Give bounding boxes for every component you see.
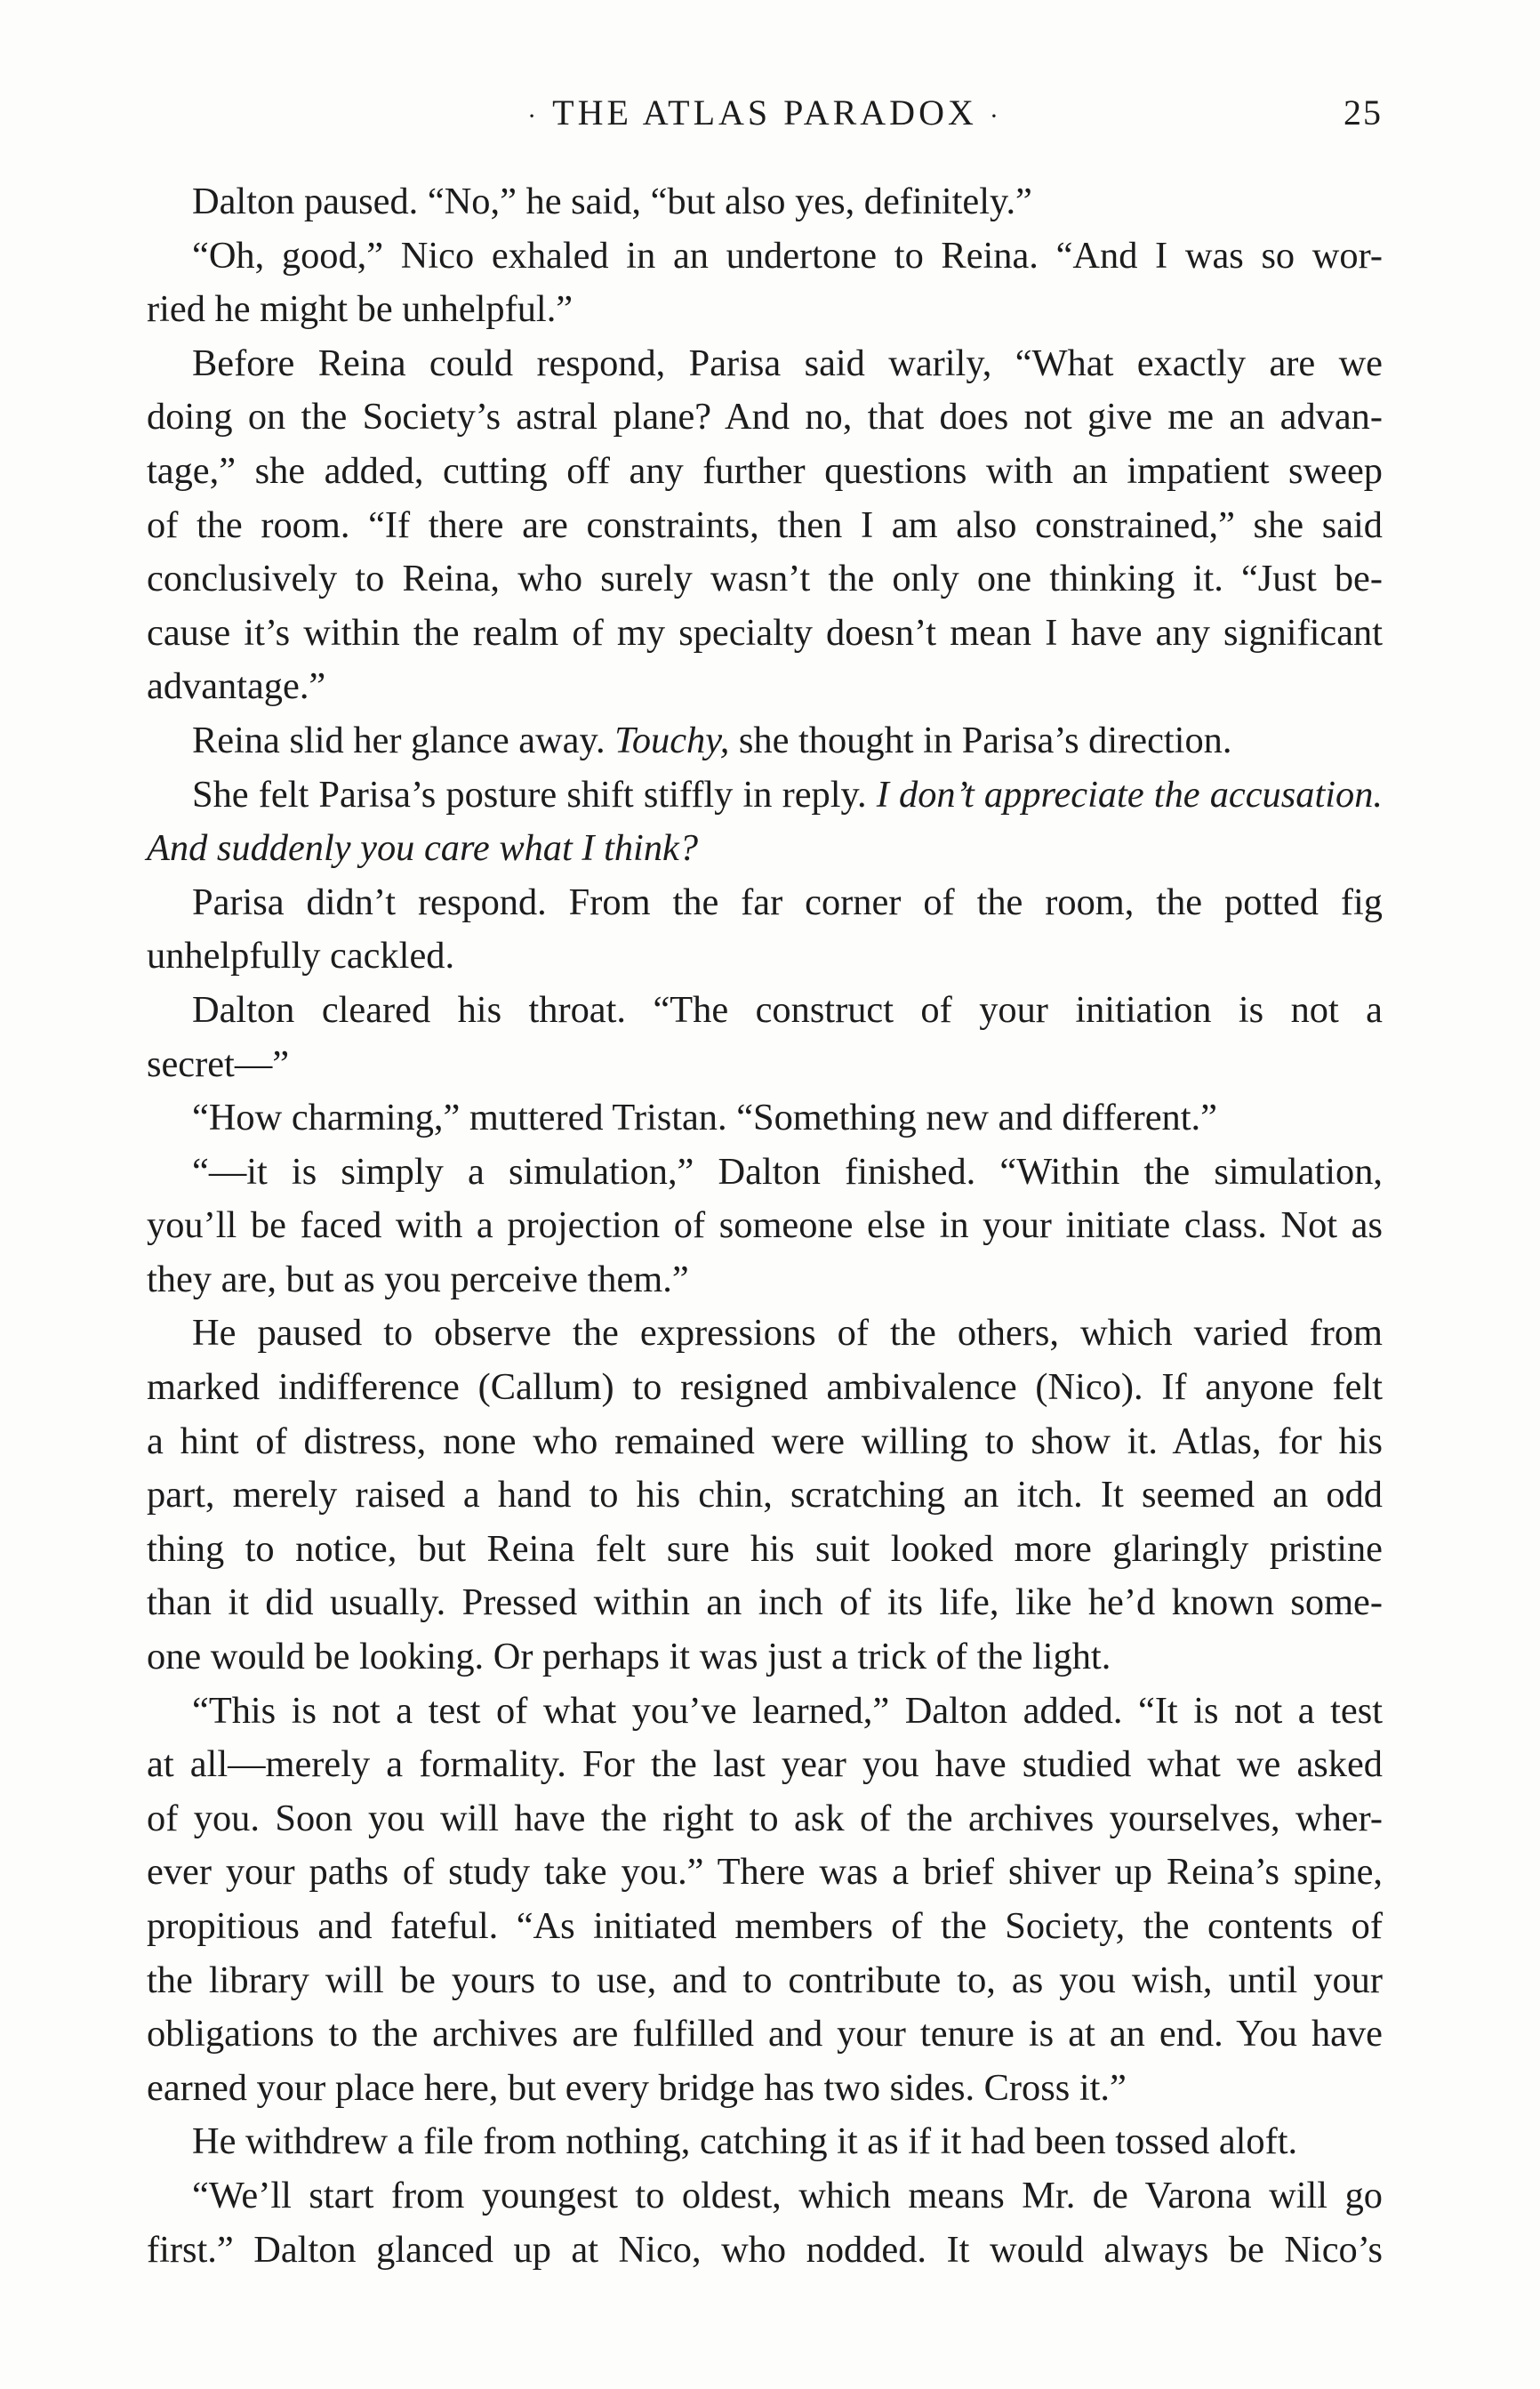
text-line bbox=[147, 822, 1383, 876]
text-line: doing on the Society’s astral plane? And no, that does not give me an advan- bbox=[147, 396, 1383, 438]
text-line: ried he might be unhelpful.” bbox=[147, 288, 573, 331]
italic-text: And suddenly you care what I think? bbox=[147, 827, 699, 870]
text-line: “How charming,” muttered Tristan. “Something new and different.” bbox=[192, 1097, 1217, 1139]
text-line: ever your paths of study take you.” There was a brief shiver up Reina’s spine, bbox=[147, 1851, 1383, 1894]
text-line: of you. Soon you will have the right to ask of the archives yourselves, wher- bbox=[147, 1797, 1383, 1839]
text-line: at all—merely a formality. For the last year you have studied what we asked bbox=[147, 1743, 1383, 1786]
book-title: THE ATLAS PARADOX bbox=[552, 93, 977, 133]
text-line: advantage.” bbox=[147, 665, 326, 708]
text-line: one would be looking. Or perhaps it was just a trick of the light. bbox=[147, 1636, 1111, 1678]
text-line: “—it is simply a simulation,” Dalton finished. “Within the simulation, bbox=[192, 1150, 1383, 1193]
paragraph bbox=[147, 229, 1383, 337]
text-line: a hint of distress, none who remained were willing to show it. Atlas, for his bbox=[147, 1420, 1383, 1462]
text-line: “Oh, good,” Nico exhaled in an undertone to Reina. “And I was so wor- bbox=[192, 234, 1383, 277]
page-number: 25 bbox=[1343, 93, 1383, 133]
text-line: He paused to observe the expressions of the others, which varied from bbox=[192, 1312, 1383, 1355]
text-line: secret—” bbox=[147, 1042, 290, 1085]
header-separator-right: · bbox=[989, 101, 1002, 131]
text-line: Dalton paused. “No,” he said, “but also yes, definitely.” bbox=[192, 181, 1032, 222]
text-line bbox=[147, 768, 1383, 823]
text-line: cause it’s within the realm of my specialty doesn’t mean I have any significant bbox=[147, 611, 1383, 654]
text-line: you’ll be faced with a projection of someone else in your initiate class. Not as bbox=[147, 1204, 1383, 1247]
paragraph bbox=[147, 175, 1383, 229]
paragraph bbox=[147, 1146, 1383, 1307]
body-text bbox=[147, 175, 1383, 2277]
text-line: Dalton cleared his throat. “The construct of your initiation is not a bbox=[192, 988, 1383, 1031]
text-line: earned your place here, but every bridge has two sides. Cross it.” bbox=[147, 2066, 1127, 2109]
paragraph bbox=[147, 337, 1383, 714]
text-line: He withdrew a file from nothing, catching it as if it had been tossed aloft. bbox=[192, 2120, 1298, 2163]
text-run: she thought in Parisa’s direction. bbox=[729, 719, 1232, 761]
text-line: of the room. “If there are constraints, then I am also constrained,” she said bbox=[147, 503, 1383, 546]
text-line: obligations to the archives are fulfilled and your tenure is at an end. You have bbox=[147, 2013, 1383, 2055]
text-line: “This is not a test of what you’ve learned,” Dalton added. “It is not a test bbox=[192, 1689, 1383, 1732]
paragraph bbox=[147, 2169, 1383, 2277]
book-title-header bbox=[147, 91, 1383, 139]
text-line: unhelpfully cackled. bbox=[147, 935, 455, 977]
italic-text: Touchy, bbox=[614, 719, 730, 761]
text-line bbox=[147, 714, 1383, 768]
text-line: marked indifference (Callum) to resigned ambivalence (Nico). If anyone felt bbox=[147, 1366, 1383, 1409]
header-separator-left: · bbox=[527, 101, 541, 131]
text-line: Parisa didn’t respond. From the far corner of the room, the potted fig bbox=[192, 881, 1383, 923]
text-run: Reina slid her glance away. bbox=[192, 719, 615, 761]
paragraph bbox=[147, 768, 1383, 876]
text-line: propitious and fateful. “As initiated members of the Society, the contents of bbox=[147, 1905, 1383, 1947]
paragraph bbox=[147, 714, 1383, 768]
text-line: “We’ll start from youngest to oldest, which means Mr. de Varona will go bbox=[192, 2174, 1383, 2216]
paragraph bbox=[147, 984, 1383, 1091]
paragraph bbox=[147, 1091, 1383, 1146]
text-line: the library will be yours to use, and to contribute to, as you wish, until your bbox=[147, 1959, 1383, 2001]
text-line: tage,” she added, cutting off any further questions with an impatient sweep bbox=[147, 449, 1383, 492]
text-line: they are, but as you perceive them.” bbox=[147, 1258, 689, 1300]
text-line: Before Reina could respond, Parisa said warily, “What exactly are we bbox=[192, 342, 1383, 384]
italic-text: I don’t appreciate the accusation. bbox=[876, 773, 1383, 816]
text-line: part, merely raised a hand to his chin, scratching an itch. It seemed an odd bbox=[147, 1474, 1383, 1516]
paragraph bbox=[147, 876, 1383, 984]
paragraph bbox=[147, 2115, 1383, 2169]
text-run: She felt Parisa’s posture shift stiffly in reply. bbox=[192, 773, 877, 816]
running-header bbox=[147, 91, 1383, 135]
text-line: than it did usually. Pressed within an inch of its life, like he’d known some- bbox=[147, 1581, 1383, 1624]
paragraph bbox=[147, 1685, 1383, 2116]
text-line: conclusively to Reina, who surely wasn’t the only one thinking it. “Just be- bbox=[147, 558, 1383, 600]
paragraph bbox=[147, 1307, 1383, 1684]
text-line: first.” Dalton glanced up at Nico, who nodded. It would always be Nico’s bbox=[147, 2228, 1383, 2271]
text-line: thing to notice, but Reina felt sure his suit looked more glaringly pristine bbox=[147, 1527, 1383, 1570]
